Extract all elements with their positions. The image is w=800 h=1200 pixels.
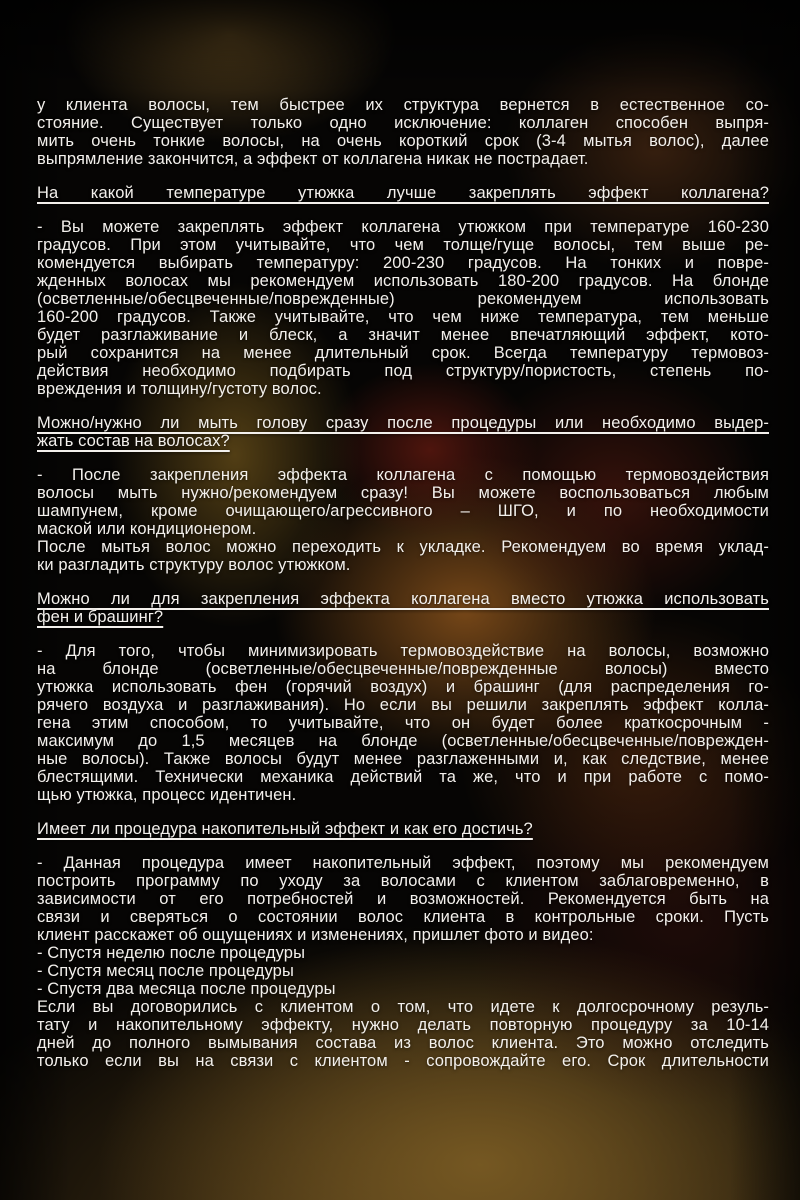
text-line: - Спустя неделю после процедуры [37, 944, 306, 962]
text-line: блестящими. Технически механика действий та же, что и при работе с помо- [37, 768, 769, 786]
text-line: Если вы договорились с клиентом о том, что идете к долгосрочному резуль- [37, 998, 769, 1016]
text-line: жденных волосах мы рекомендуем использовать 180-200 градусов. На блонде [37, 272, 769, 290]
text-line: на блонде (осветленные/обесцвеченные/поврежденные волосы) вместо [37, 660, 769, 678]
answer-blowdry [37, 642, 769, 804]
text-line: маской или кондиционером. [37, 520, 257, 538]
text-line: гена этим способом, то учитывайте, что он будет более краткосрочным - [37, 714, 769, 732]
heading-line: Можно ли для закрепления эффекта коллагена вместо утюжка использовать [37, 590, 769, 608]
text-line: мить очень тонкие волосы, на очень короткий срок (3-4 мытья волос), далее [37, 132, 769, 150]
question-heading-washing [37, 414, 769, 450]
text-line: щью утюжка, процесс идентичен. [37, 786, 297, 804]
text-line: - Спустя два месяца после процедуры [37, 980, 336, 998]
faq-text-content [37, 96, 769, 1070]
text-line: вреждения и толщину/густоту волос. [37, 380, 322, 398]
text-line: комендуется выбирать температуру: 200-230 градусов. На тонких и повре- [37, 254, 769, 272]
heading-line: фен и брашинг? [37, 608, 164, 626]
text-line: - Вы можете закреплять эффект коллагена утюжком при температуре 160-230 [37, 218, 769, 236]
text-line: у клиента волосы, тем быстрее их структура вернется в естественное со- [37, 96, 769, 114]
text-line: - Для того, чтобы минимизировать термовоздействие на волосы, возможно [37, 642, 769, 660]
text-line: только если вы на связи с клиентом - сопровождайте его. Срок длительности [37, 1052, 769, 1070]
text-line: зависимости от его потребностей и возможностей. Рекомендуется быть на [37, 890, 769, 908]
text-line: ные волосы). Также волосы будут менее разглаженными и, как следствие, менее [37, 750, 769, 768]
heading-line: Можно/нужно ли мыть голову сразу после процедуры или необходимо выдер- [37, 414, 769, 432]
text-line: максимум до 1,5 месяцев на блонде (осветленные/обесцвеченные/поврежден- [37, 732, 769, 750]
text-line: - Данная процедура имеет накопительный эффект, поэтому мы рекомендуем [37, 854, 769, 872]
text-line: (осветленные/обесцвеченные/поврежденные) рекомендуем использовать [37, 290, 769, 308]
text-line: тату и накопительному эффекту, нужно делать повторную процедуру за 10-14 [37, 1016, 769, 1034]
question-heading-temperature [37, 184, 769, 202]
answer-cumulative [37, 854, 769, 1070]
text-line: будет разглаживание и блеск, а значит менее впечатляющий эффект, кото- [37, 326, 769, 344]
answer-washing [37, 466, 769, 574]
text-line: градусов. При этом учитывайте, что чем толще/гуще волосы, тем выше ре- [37, 236, 769, 254]
text-line: ки разгладить структуру волос утюжком. [37, 556, 351, 574]
text-line: выпрямление закончится, а эффект от коллагена никак не пострадает. [37, 150, 589, 168]
heading-line: На какой температуре утюжка лучше закреплять эффект коллагена? [37, 184, 769, 202]
text-line: клиент расскажет об ощущениях и изменениях, пришлет фото и видео: [37, 926, 594, 944]
text-line: 160-200 градусов. Также учитывайте, что чем ниже температура, тем меньше [37, 308, 769, 326]
intro-paragraph [37, 96, 769, 168]
text-line: дней до полного вымывания состава из волос клиента. Это можно отследить [37, 1034, 769, 1052]
text-line: шампунем, кроме очищающего/агрессивного – ШГО, и по необходимости [37, 502, 769, 520]
text-line: построить программу по уходу за волосами с клиентом заблаговременно, в [37, 872, 769, 890]
text-line: рый сохранится на менее длительный срок. Всегда температуру термовоз- [37, 344, 769, 362]
text-line: стояние. Существует только одно исключение: коллаген способен выпря- [37, 114, 769, 132]
question-heading-blowdry [37, 590, 769, 626]
text-line: После мытья волос можно переходить к укладке. Рекомендуем во время уклад- [37, 538, 769, 556]
text-line: волосы мыть нужно/рекомендуем сразу! Вы можете воспользоваться любым [37, 484, 769, 502]
text-line: рячего воздуха и разглаживания). Но если вы решили закреплять эффект колла- [37, 696, 769, 714]
text-line: утюжка использовать фен (горячий воздух) и брашинг (для распределения го- [37, 678, 769, 696]
answer-temperature [37, 218, 769, 398]
text-line: - Спустя месяц после процедуры [37, 962, 294, 980]
question-heading-cumulative [37, 820, 769, 838]
heading-line: Имеет ли процедура накопительный эффект и как его достичь? [37, 820, 533, 838]
text-line: связи и сверяться о состоянии волос клиента в контрольные сроки. Пусть [37, 908, 769, 926]
text-line: - После закрепления эффекта коллагена с помощью термовоздействия [37, 466, 769, 484]
text-line: действия необходимо подбирать под структуру/пористость, степень по- [37, 362, 769, 380]
heading-line: жать состав на волосах? [37, 432, 230, 450]
